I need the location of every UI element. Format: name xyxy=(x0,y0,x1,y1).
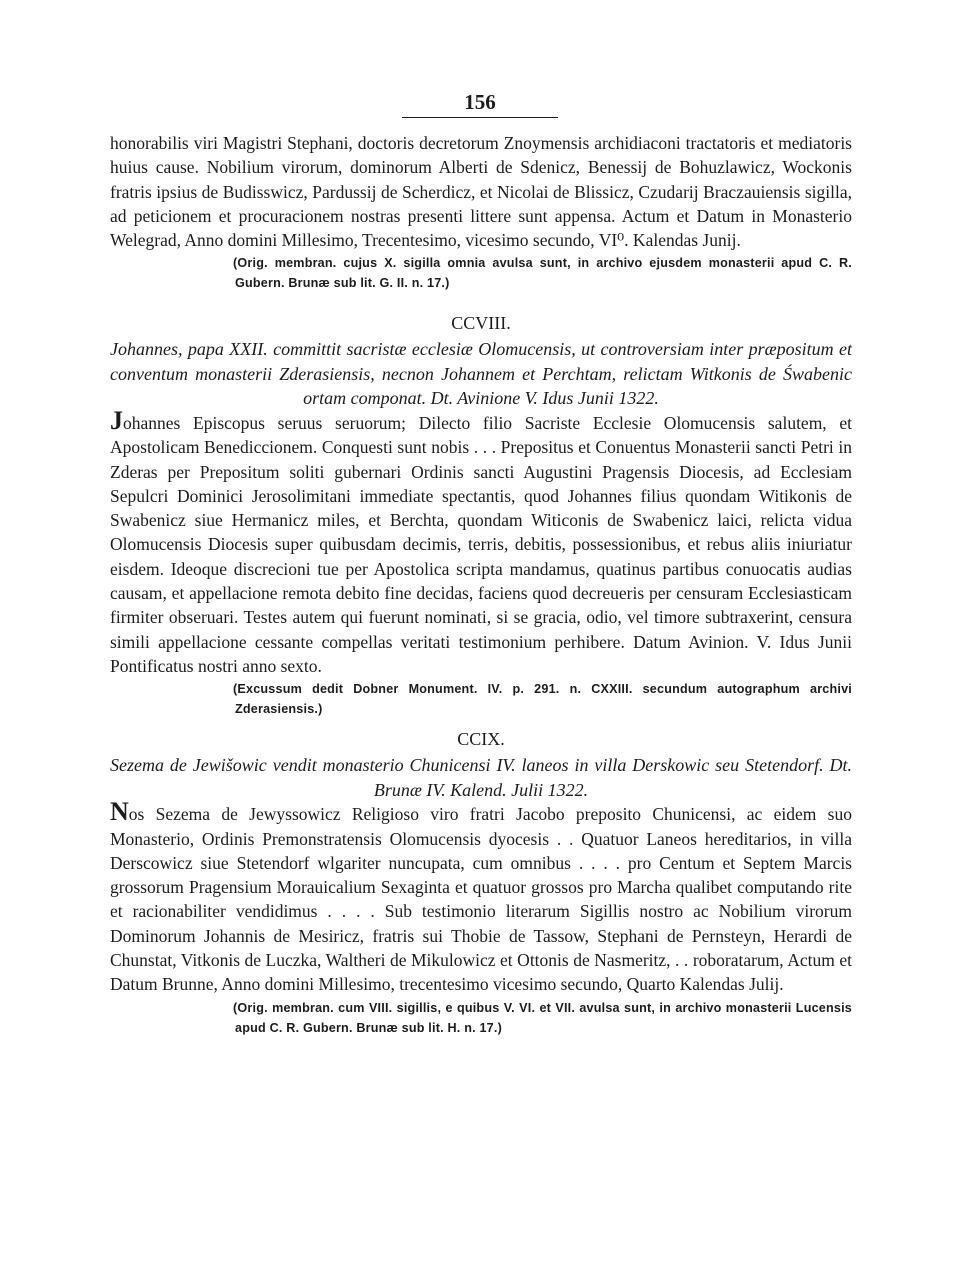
document-text xyxy=(110,405,852,678)
page-number: 156 xyxy=(464,90,496,114)
source-note: (Orig. membran. cujus X. sigilla omnia avulsa sunt, in archivo ejusdem monasterii apud C. R. Gubern. Brunæ sub lit. G. II. n. 17.) xyxy=(233,256,852,291)
document-text xyxy=(110,797,852,996)
document-number: CCIX. xyxy=(457,729,505,750)
source-note: (Orig. membran. cum VIII. sigillis, e quibus V. VI. et VII. avulsa sunt, in archivo monasterii Lucensis apud C. R. Gubern. Brunæ sub lit. H. n. 17.) xyxy=(233,1000,852,1035)
document-text-body: ohannes Episcopus seruus seruorum; Dilecto filio Sacriste Ecclesie Olomucensis salutem, et Apostolicam Benediccionem. Conquesti sunt nobis . . . Prepositus et Conuentus Monasterii sancti Petri in Zderas per Prepositum soliti gubernari Ordinis sancti Augustini Pragensis Diocesis, ad Ecclesiam Sepulcri Dominici Jerosolimitani immediate spectantis, quod Johannes filius quondam Witikonis de Swabenicz siue Hermanicz miles, et Berchta, quondam Witiconis de Swabenicz laici, relicta vidua Olomucensis Diocesis super quibusdam decimis, terris, debitis, possessionibus, et rebus aliis iniuriatur eisdem. Ideoque discrecioni tue per Apostolica scripta mandamus, quatinus partibus conuocatis audias causam, et appellacione remota debito fine decidas, faciens quod decreueris per censuram Ecclesiasticam firmiter obseruari. Testes autem qui fuerunt nominati, si se gracia, odio, vel timore subtraxerint, censura simili appellacione cessante compellas veritati testimonium perhibere. Datum Avinion. V. Idus Junii Pontificatus nostri anno sexto. xyxy=(110,412,852,676)
document-text-body: os Sezema de Jewyssowicz Religioso viro fratri Jacobo preposito Chunicensi, ac eidem suo Monasterio, Ordinis Premonstratensis Olomucensis dyocesis . . Quatuor Laneos hereditarios, in villa Derscowicz siue Stetendorf wlgariter nuncupata, cum omnibus . . . . pro Centum et Septem Marcis grossorum Pragensium Morauicalium Sexaginta et quatuor grossos pro Marcha qualibet computando rite et racionabiliter vendidimus . . . . Sub testimonio literarum Sigillis nostro ac Nobilium virorum Dominorum Johannis de Mesiricz, fratris sui Thobie de Tassow, Stephani de Pernsteyn, Herardi de Chunstat, Vitkonis de Luczka, Waltheri de Mikulowicz et Ottonis de Nasmeritz, . . roboratarum, Actum et Datum Brunne, Anno domini Millesimo, trecentesimo vicesimo secundo, Quarto Kalendas Julij. xyxy=(110,804,852,995)
initial-letter: N xyxy=(110,797,129,827)
document-summary: Johannes, papa XXII. committit sacristæ ecclesiæ Olomucensis, ut controversiam inter præpositum et conventum monasterii Zderasiensis, necnon Johannem et Perchtam, relictam Witkonis de Śwabenic ortam componat. Dt. Avinione V. Idus Junii 1322. xyxy=(110,339,852,409)
page-number-rule xyxy=(402,117,558,118)
source-note: (Excussum dedit Dobner Monument. IV. p. 291. n. CXXIII. secundum autographum archivi Zderasiensis.) xyxy=(233,682,852,717)
document-summary: Sezema de Jewišowic vendit monasterio Chunicensi IV. laneos in villa Derskowic seu Stetendorf. Dt. Brunæ IV. Kalend. Julii 1322. xyxy=(110,755,852,800)
document-number: CCVIII. xyxy=(451,313,511,334)
page-body xyxy=(110,131,852,1038)
continued-paragraph: honorabilis viri Magistri Stephani, doctoris decretorum Znoymensis archidiaconi tractatoris et mediatoris huius cause. Nobilium virorum, dominorum Alberti de Sdenicz, Benessij de Bohuzlawicz, Wockonis fratris ipsius de Budisswicz, Pardussij de Scherdicz, et Nicolai de Blissicz, Czudarij Braczauiensis sigilla, ad peticionem et procuracionem nostras presenti littere sunt appensa. Actum et Datum in Monasterio Welegrad, Anno domini Millesimo, Trecentesimo, vicesimo secundo, VI⁰. Kalendas Junij. xyxy=(110,133,852,251)
initial-letter: J xyxy=(110,405,123,435)
